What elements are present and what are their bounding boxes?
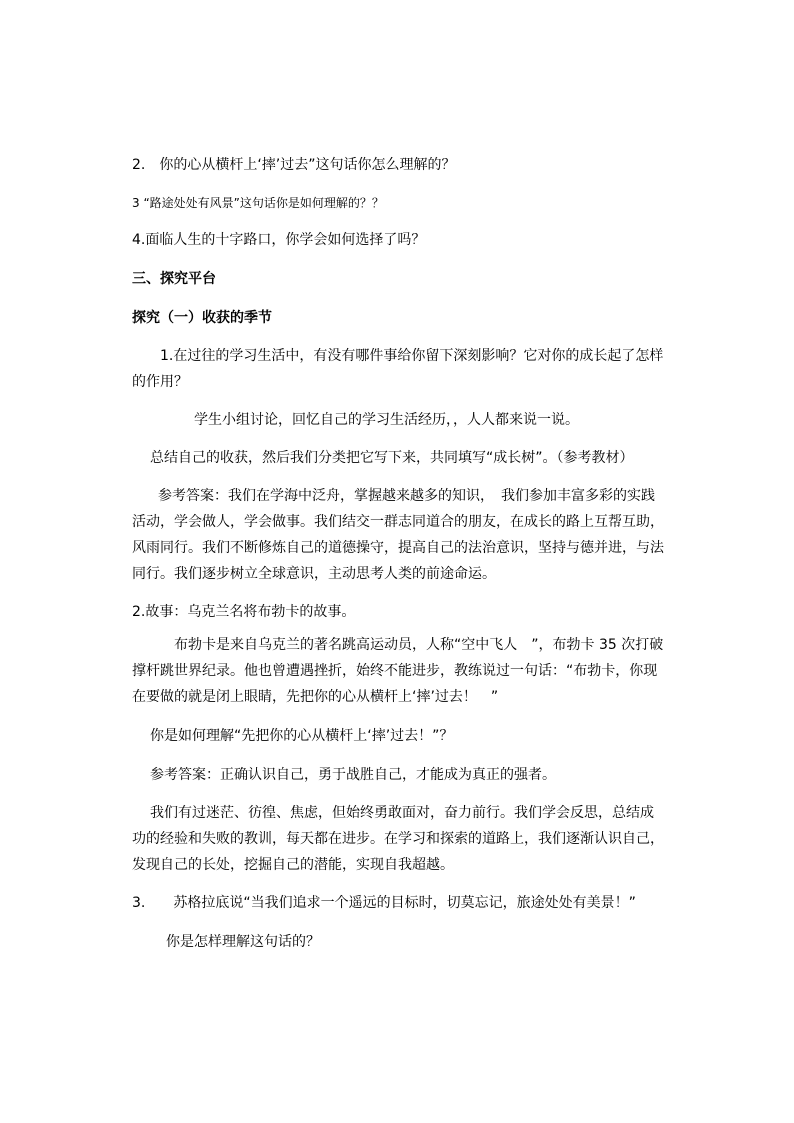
item-1-line-1: 1.在过往的学习生活中，有没有哪件事给你留下深刻影响？它对你的成长起了怎样 (160, 348, 664, 364)
story-line-2: 撑杆跳世界纪录。他也曾遭遇挫折，始终不能进步，教练说过一句话：“布勃卡，你现 (132, 663, 658, 679)
section-title: 三、探究平台 (132, 271, 216, 287)
item-3: 3. 苏格拉底说“当我们追求一个遥远的目标时，切莫忘记，旅途处处有美景！” (132, 895, 636, 911)
question-3: 3 “路途处处有风景”这句话你是如何理解的？？ (132, 196, 384, 210)
answer-1-line-4: 同行。我们逐步树立全球意识，主动思考人类的前途命运。 (132, 566, 496, 582)
item-1-line-2: 的作用？ (132, 374, 188, 390)
question-2: 2. 你的心从横杆上‘摔’过去”这句话你怎么理解的？ (132, 157, 456, 173)
answer-1-line-2: 活动，学会做人，学会做事。我们结交一群志同道合的朋友，在成长的路上互帮互助， (132, 514, 664, 530)
answer-1-line-3: 风雨同行。我们不断修炼自己的道德操守，提高自己的法治意识，坚持与德并进，与法 (132, 540, 664, 556)
paragraph-line-3: 发现自己的长处，挖掘自己的潜能，实现自我超越。 (132, 857, 454, 873)
answer-2-text: 参考答案：正确认识自己，勇于战胜自己，才能成为真正的强者。 (150, 767, 556, 783)
subsection-title: 探究（一）收获的季节 (132, 310, 272, 326)
story-line-3: 在要做的就是闭上眼睛，先把你的心从横杆上‘摔’过去！ ” (132, 689, 499, 705)
question-2-text: 你是如何理解“先把你的心从横杆上‘摔’过去！”？ (150, 728, 454, 744)
question-4: 4.面临人生的十字路口，你学会如何选择了吗？ (132, 232, 426, 248)
story-line-1: 布勃卡是来自乌克兰的著名跳高运动员，人称“空中飞人 ”，布勃卡 35 次打破 (174, 637, 664, 653)
paragraph-line-1: 我们有过迷茫、彷徨、焦虑，但始终勇敢面对，奋力前行。我们学会反思，总结成 (150, 805, 654, 821)
answer-1-line-1: 参考答案：我们在学海中泛舟，掌握越来越多的知识， 我们参加丰富多彩的实践 (158, 488, 655, 504)
paragraph-line-2: 功的经验和失败的教训，每天都在进步。在学习和探索的道路上，我们逐渐认识自己， (132, 831, 664, 847)
discussion-text: 学生小组讨论，回忆自己的学习生活经历，，人人都来说一说。 (194, 412, 579, 428)
item-2-title: 2.故事：乌克兰名将布勃卡的故事。 (132, 604, 356, 620)
question-3-text: 你是怎样理解这句话的？ (166, 934, 320, 950)
summary-text: 总结自己的收获，然后我们分类把它写下来，共同填写“成长树”。（参考教材） (150, 450, 634, 466)
